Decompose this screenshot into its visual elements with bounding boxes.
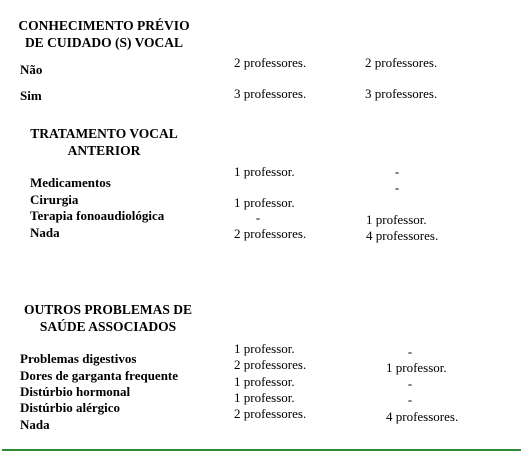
row-label: Dores de garganta frequente <box>20 368 179 383</box>
row-label: Distúrbio hormonal <box>20 384 131 399</box>
row-label: Sim <box>20 88 42 103</box>
cell-col1: 1 professor. <box>234 390 295 405</box>
cell-col1: 2 professores. <box>234 406 307 421</box>
table-bottom-rule <box>2 449 521 451</box>
cell-col1: 1 professor. <box>234 195 295 210</box>
heading-line: CONHECIMENTO PRÉVIO <box>18 18 190 33</box>
cell-col2: - <box>407 344 413 359</box>
cell-col2: 1 professor. <box>366 212 427 227</box>
row-label: Nada <box>30 225 60 240</box>
row-label: Cirurgia <box>30 192 79 207</box>
cell-col2: 2 professores. <box>365 55 438 70</box>
heading-line: SAÚDE ASSOCIADOS <box>39 319 177 334</box>
heading-line: TRATAMENTO VOCAL <box>30 126 178 141</box>
heading-line: OUTROS PROBLEMAS DE <box>23 302 193 317</box>
cell-col2: - <box>407 392 413 407</box>
cell-col2: - <box>407 376 413 391</box>
row-label: Medicamentos <box>30 175 111 190</box>
heading-line: DE CUIDADO (S) VOCAL <box>24 35 184 50</box>
cell-col1: 2 professores. <box>234 226 307 241</box>
cell-col1: - <box>255 210 261 225</box>
cell-col1: 1 professor. <box>234 164 295 179</box>
cell-col1: 1 professor. <box>234 374 295 389</box>
row-label: Nada <box>20 417 50 432</box>
row-label: Problemas digestivos <box>20 351 137 366</box>
cell-col2: - <box>394 180 400 195</box>
row-label: Distúrbio alérgico <box>20 400 121 415</box>
cell-col2: - <box>394 164 400 179</box>
cell-col2: 4 professores. <box>386 409 459 424</box>
cell-col1: 1 professor. <box>234 341 295 356</box>
cell-col2: 1 professor. <box>386 360 447 375</box>
section-heading-treatment <box>4 125 204 159</box>
section-heading-knowledge <box>4 17 204 51</box>
cell-col1: 2 professores. <box>234 357 307 372</box>
cell-col1: 3 professores. <box>234 86 307 101</box>
section-heading-other <box>8 301 208 335</box>
cell-col2: 3 professores. <box>365 86 438 101</box>
row-label: Terapia fonoaudiológica <box>30 208 165 223</box>
heading-line: ANTERIOR <box>67 143 141 158</box>
cell-col1: 2 professores. <box>234 55 307 70</box>
row-label: Não <box>20 62 43 77</box>
cell-col2: 4 professores. <box>366 228 439 243</box>
